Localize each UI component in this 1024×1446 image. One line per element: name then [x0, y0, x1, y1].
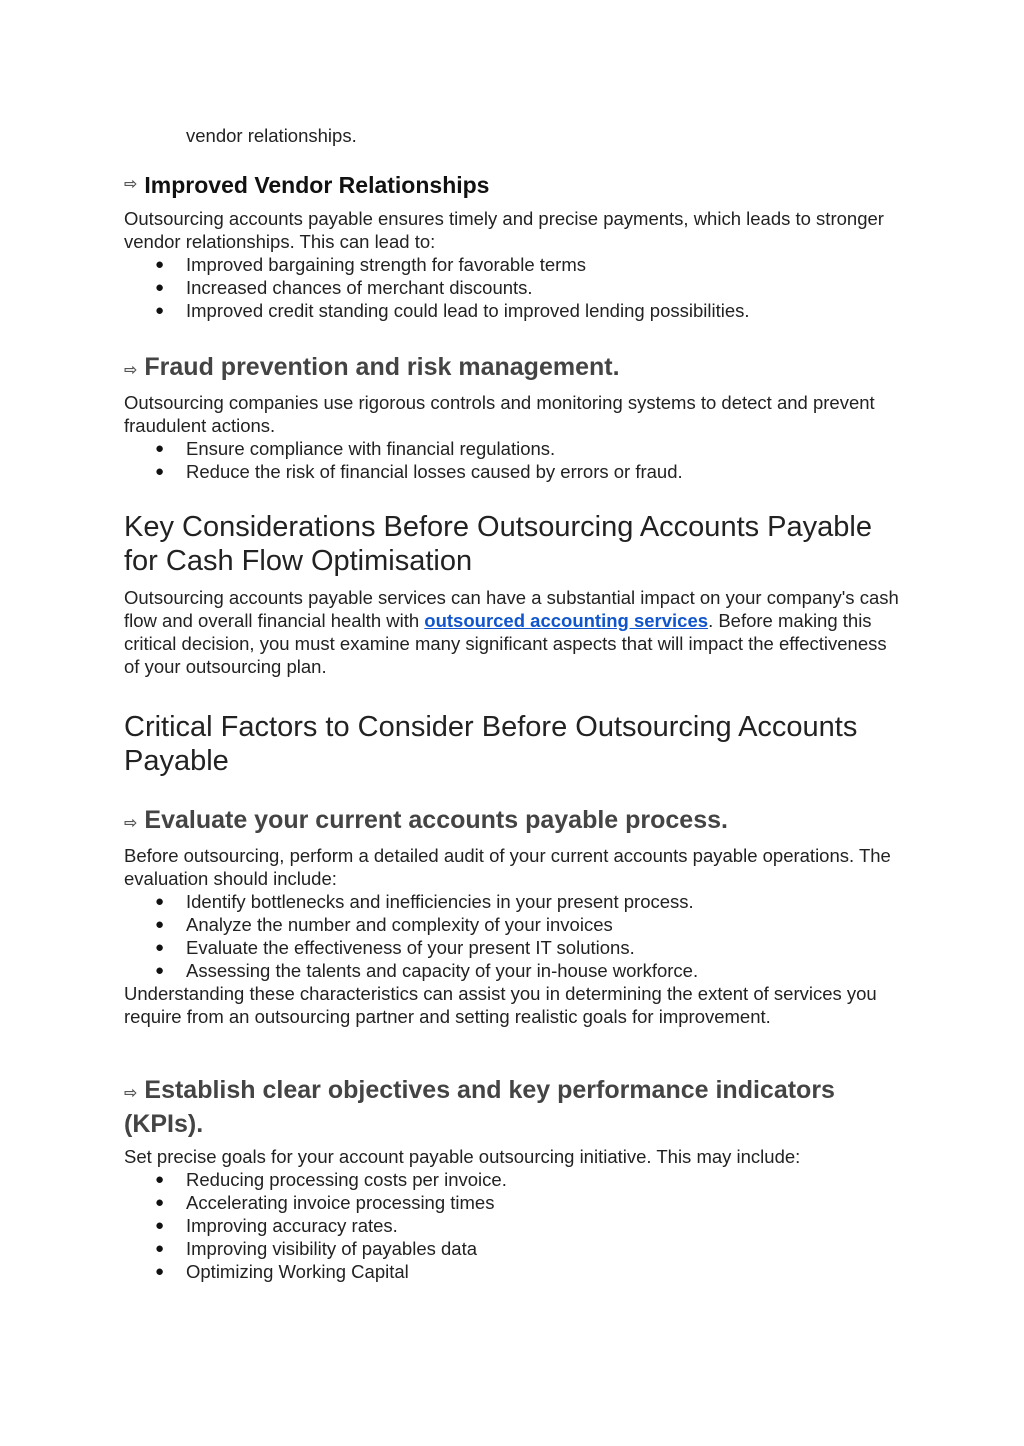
bullet-dot-icon: ● [155, 916, 165, 933]
arrow-right-outline-icon: ⇨ [124, 362, 138, 379]
list-item: ● Improved credit standing could lead to improved lending possibilities. [155, 300, 750, 321]
fraud-heading: ⇨ Fraud prevention and risk management. [124, 352, 904, 386]
evaluate-list [124, 890, 904, 982]
kpi-list [124, 1168, 904, 1283]
bullet-dot-icon: ● [155, 1171, 165, 1188]
key-considerations-paragraph: Outsourcing accounts payable services can have a substantial impact on your company's cash flow and overall financial health with outsourced accounting services. Before making this critical decision, you must examine many significant aspects that will impact the effectiveness of your outsourcing plan. [124, 587, 899, 677]
bullet-dot-icon: ● [155, 463, 165, 480]
section-critical-factors [124, 710, 904, 778]
bullet-dot-icon: ● [155, 440, 165, 457]
evaluate-intro: Before outsourcing, perform a detailed audit of your current accounts payable operations. The evaluation should include: [124, 845, 891, 889]
bullet-dot-icon: ● [155, 1240, 165, 1257]
kpi-intro: Set precise goals for your account payable outsourcing initiative. This may include: [124, 1146, 801, 1167]
bullet-dot-icon: ● [155, 302, 165, 319]
list-item: ● Improving visibility of payables data [155, 1238, 478, 1259]
continuation-text: vendor relationships. [186, 125, 357, 146]
outsourced-accounting-services-link[interactable]: outsourced accounting services [424, 610, 709, 631]
section-kpis [124, 1075, 904, 1283]
vendor-heading-text: Improved Vendor Relationships [144, 172, 490, 198]
list-item: ● Identify bottlenecks and inefficiencies in your present process. [155, 891, 694, 912]
fraud-list [124, 437, 904, 483]
section-fraud [124, 352, 904, 483]
arrow-right-outline-icon: ⇨ [124, 176, 138, 193]
section-key-considerations [124, 510, 904, 678]
list-item: ● Optimizing Working Capital [155, 1261, 409, 1282]
list-item: ● Assessing the talents and capacity of your in-house workforce. [155, 960, 699, 981]
bullet-dot-icon: ● [155, 256, 165, 273]
bullet-dot-icon: ● [155, 1217, 165, 1234]
list-item: ● Reducing processing costs per invoice. [155, 1169, 507, 1190]
bullet-dot-icon: ● [155, 962, 165, 979]
list-item: ● Accelerating invoice processing times [155, 1192, 495, 1213]
kpi-heading: ⇨ Establish clear objectives and key performance indicators (KPIs). [124, 1076, 835, 1138]
bullet-dot-icon: ● [155, 893, 165, 910]
vendor-heading [124, 171, 904, 199]
bullet-dot-icon: ● [155, 1263, 165, 1280]
fraud-intro: Outsourcing companies use rigorous controls and monitoring systems to detect and prevent fraudulent actions. [124, 392, 875, 436]
list-item: ● Reduce the risk of financial losses caused by errors or fraud. [155, 461, 683, 482]
vendor-list [124, 253, 904, 322]
evaluate-outro: Understanding these characteristics can assist you in determining the extent of services you require from an outsourcing partner and setting realistic goals for improvement. [124, 983, 877, 1027]
bullet-dot-icon: ● [155, 1194, 165, 1211]
list-item: ● Increased chances of merchant discounts. [155, 277, 533, 298]
bullet-dot-icon: ● [155, 279, 165, 296]
arrow-right-outline-icon: ⇨ [124, 1085, 138, 1102]
evaluate-heading: ⇨ Evaluate your current accounts payable process. [124, 805, 904, 839]
list-item: ● Improved bargaining strength for favorable terms [155, 254, 587, 275]
list-item: ● Improving accuracy rates. [155, 1215, 398, 1236]
list-item: ● Analyze the number and complexity of your invoices [155, 914, 613, 935]
section-evaluate [124, 805, 904, 1028]
vendor-intro: Outsourcing accounts payable ensures timely and precise payments, which leads to stronger vendor relationships. This can lead to: [124, 208, 884, 252]
key-considerations-heading: Key Considerations Before Outsourcing Accounts Payable for Cash Flow Optimisation [124, 511, 872, 577]
arrow-right-outline-icon: ⇨ [124, 815, 138, 832]
critical-factors-heading: Critical Factors to Consider Before Outsourcing Accounts Payable [124, 711, 858, 777]
list-item: ● Evaluate the effectiveness of your present IT solutions. [155, 937, 635, 958]
bullet-dot-icon: ● [155, 939, 165, 956]
section-vendor [124, 171, 904, 322]
list-item: ● Ensure compliance with financial regulations. [155, 438, 556, 459]
